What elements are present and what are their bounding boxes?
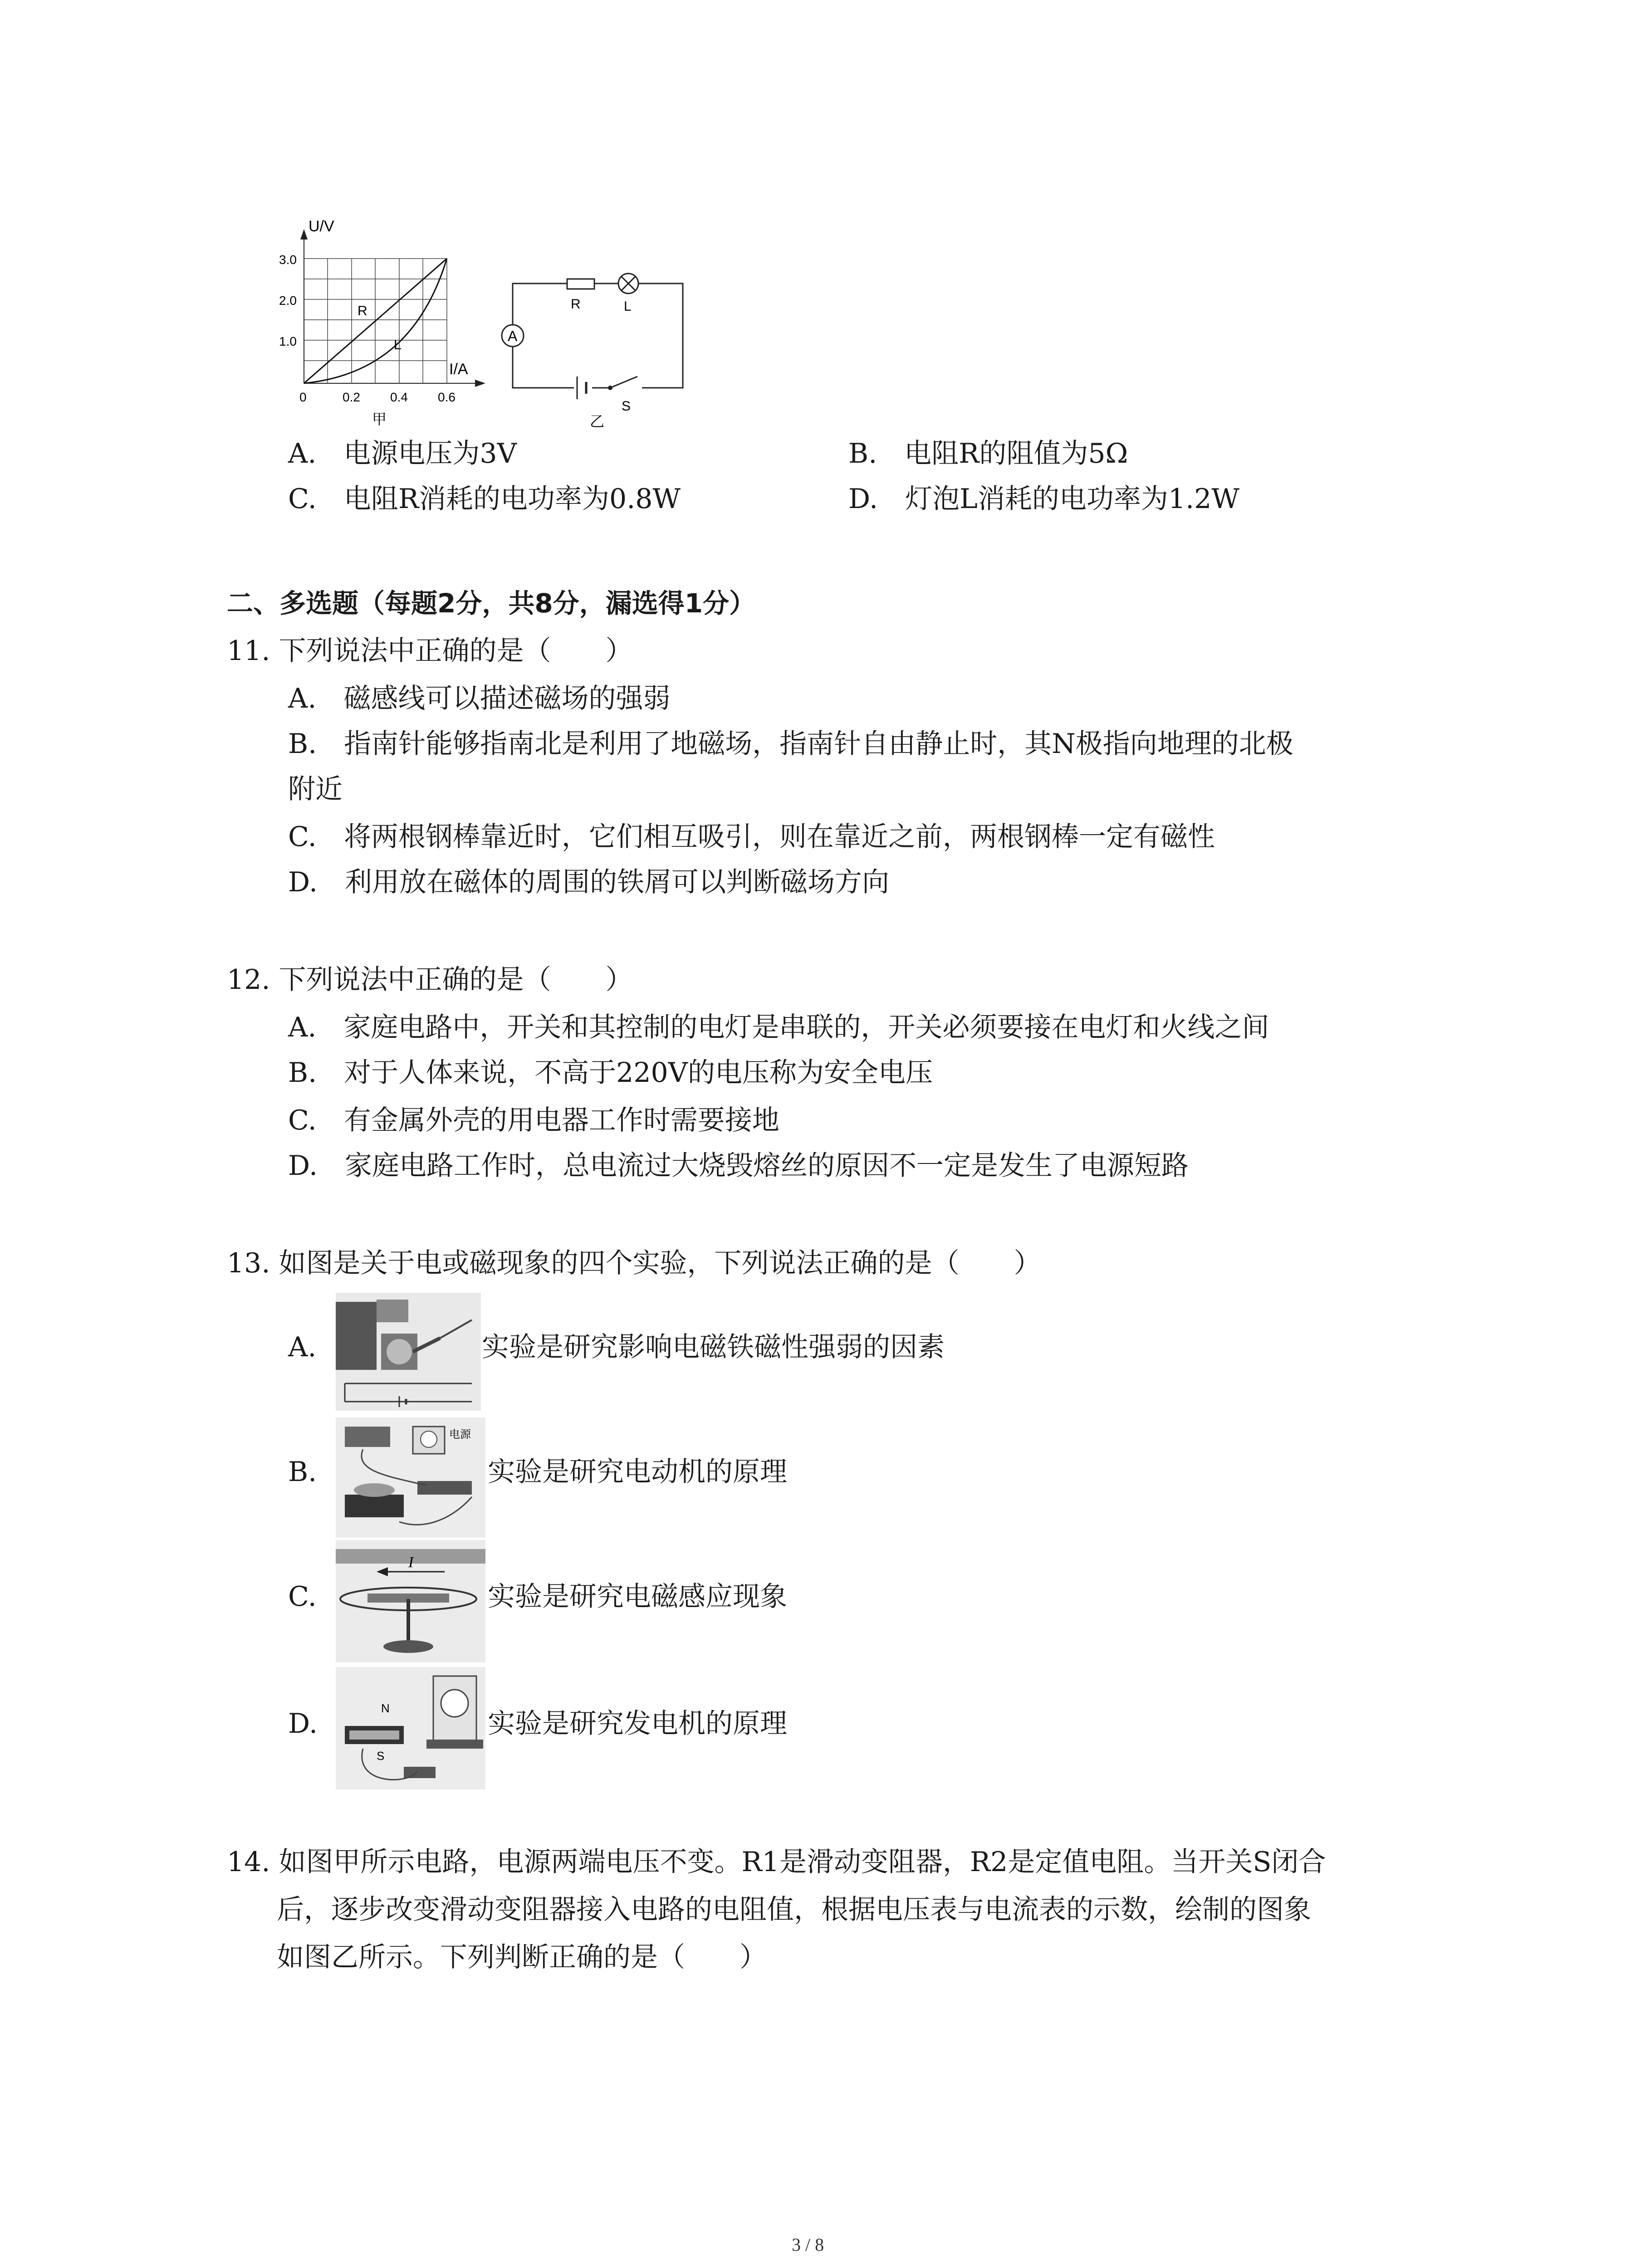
q10-option-b: B. 电阻R的阻值为5Ω xyxy=(848,438,1128,469)
q13-option-a-label: A. xyxy=(288,1331,317,1363)
label-r: R xyxy=(358,303,367,318)
y-tick-2: 2.0 xyxy=(279,293,297,308)
q13-b-power-label: 电源 xyxy=(449,1428,471,1441)
caption-yi: 乙 xyxy=(590,413,605,430)
y-axis-label: U/V xyxy=(309,218,334,235)
q12-stem: 12. 下列说法中正确的是（ ） xyxy=(227,964,633,996)
q11-option-d: D. 利用放在磁体的周围的铁屑可以判断磁场方向 xyxy=(288,866,890,898)
q13-option-c-label: C. xyxy=(288,1581,317,1613)
figure-yi-circuit xyxy=(499,254,690,435)
q13-option-d-text: 实验是研究发电机的原理 xyxy=(488,1708,787,1740)
q13-c-current-label: I xyxy=(408,1554,414,1571)
q11-option-c: C. 将两根钢棒靠近时，它们相互吸引，则在靠近之前，两根钢棒一定有磁性 xyxy=(288,821,1215,853)
q10-option-c: C. 电阻R消耗的电功率为0.8W xyxy=(288,483,681,515)
circuit-label-l: L xyxy=(624,299,632,314)
label-l: L xyxy=(394,337,402,352)
q13-d-n-label: N xyxy=(381,1701,390,1715)
q12-option-c: C. 有金属外壳的用电器工作时需要接地 xyxy=(288,1105,779,1136)
q13-b-motor-image xyxy=(336,1418,485,1538)
q10-option-d: D. 灯泡L消耗的电功率为1.2W xyxy=(848,483,1239,515)
y-tick-1: 1.0 xyxy=(279,334,297,348)
circuit-label-s: S xyxy=(622,399,631,414)
x-tick-0: 0 xyxy=(299,390,307,404)
q10-option-a: A. 电源电压为3V xyxy=(288,438,517,469)
q13-option-b-text: 实验是研究电动机的原理 xyxy=(488,1456,787,1488)
q12-option-d: D. 家庭电路工作时，总电流过大烧毁熔丝的原因不一定是发生了电源短路 xyxy=(288,1150,1189,1182)
x-tick-0.2: 0.2 xyxy=(343,390,360,404)
q13-a-electromagnet-image xyxy=(336,1293,481,1411)
ammeter-label: A xyxy=(508,328,518,344)
x-tick-0.4: 0.4 xyxy=(390,390,408,404)
q13-option-a-text: 实验是研究影响电磁铁磁性强弱的因素 xyxy=(482,1331,945,1363)
figure-jia-ui-graph xyxy=(272,213,490,431)
caption-jia: 甲 xyxy=(372,411,387,428)
q11-option-b-cont: 附近 xyxy=(288,773,343,805)
q13-stem: 13. 如图是关于电或磁现象的四个实验，下列说法正确的是（ ） xyxy=(227,1247,1041,1279)
q12-option-a: A. 家庭电路中，开关和其控制的电灯是串联的，开关必须要接在电灯和火线之间 xyxy=(288,1012,1269,1043)
resistor-r-symbol xyxy=(567,279,594,289)
q12-option-b: B. 对于人体来说，不高于220V的电压称为安全电压 xyxy=(288,1057,933,1089)
q13-c-current-field-image xyxy=(336,1540,485,1662)
q13-option-d-label: D. xyxy=(288,1708,318,1740)
q13-d-s-label: S xyxy=(377,1749,385,1763)
circuit-label-r: R xyxy=(571,297,581,312)
q13-d-generator-image xyxy=(336,1667,485,1789)
q14-line-3: 如图乙所示。下列判断正确的是（ ） xyxy=(277,1941,767,1973)
q11-option-a: A. 磁感线可以描述磁场的强弱 xyxy=(288,683,671,714)
q14-line-2: 后，逐步改变滑动变阻器接入电路的电阻值，根据电压表与电流表的示数，绘制的图象 xyxy=(277,1894,1311,1926)
y-tick-3: 3.0 xyxy=(279,253,297,267)
q13-option-c-text: 实验是研究电磁感应现象 xyxy=(488,1581,787,1613)
section-heading: 二、多选题（每题2分，共8分，漏选得1分） xyxy=(227,588,756,619)
x-tick-0.6: 0.6 xyxy=(438,390,456,404)
page-number: 3 / 8 xyxy=(792,2234,824,2255)
q11-stem: 11. 下列说法中正确的是（ ） xyxy=(227,635,633,667)
q13-option-b-label: B. xyxy=(288,1456,317,1488)
x-axis-label: I/A xyxy=(449,361,468,378)
q14-line-1: 14. 如图甲所示电路，电源两端电压不变。R1是滑动变阻器，R2是定值电阻。当开关S闭合 xyxy=(227,1846,1326,1878)
q11-option-b: B. 指南针能够指南北是利用了地磁场，指南针自由静止时，其N极指向地理的北极 xyxy=(288,728,1293,760)
